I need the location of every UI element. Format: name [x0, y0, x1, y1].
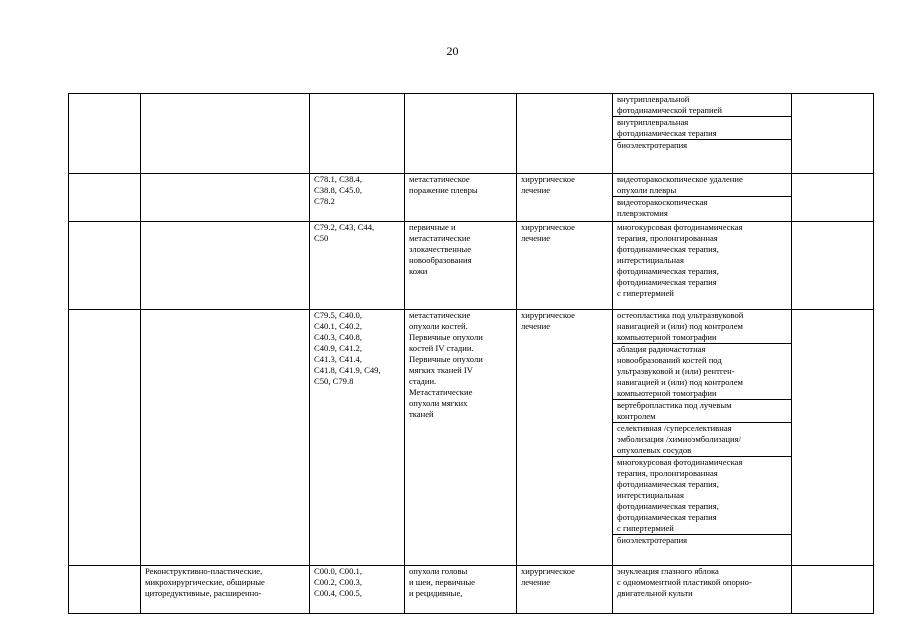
treatment-methods-cell [613, 174, 792, 222]
disease-model-cell [405, 566, 517, 614]
group-cell [141, 174, 310, 222]
group-cell-text: Реконструктивно-пластические, микрохирургические, обширные циторедуктивные, расширенно- [145, 566, 265, 598]
icd-codes-cell-text: C79.2, C43, C44, C50 [314, 222, 375, 243]
disease-model-cell [405, 174, 517, 222]
treatment-type-cell-text: хирургическое лечение [521, 310, 575, 331]
treatment-methods-cell [613, 310, 792, 566]
cost-cell [792, 310, 874, 566]
disease-model-cell-text: метастатические опухоли костей. Первичные опухоли костей IV стадии. Первичные опухоли мягких тканей IV стадии. Метастатические опухоли мягких тканей [409, 310, 483, 419]
treatment-method: аблация радиочастотная новообразований костей под ультразвуковой и (или) рентген- навигацией и (или) под контролем компьютерной томографии [613, 343, 791, 399]
table-row [69, 222, 874, 310]
icd-codes-cell-text: C00.0, C00.1, C00.2, C00.3, C00.4, C00.5, [314, 566, 362, 598]
group-cell [141, 310, 310, 566]
icd-codes-cell [310, 174, 405, 222]
cost-cell [792, 222, 874, 310]
treatment-methods-cell [613, 94, 792, 174]
treatment-type-cell [517, 222, 613, 310]
treatment-methods-cell [613, 222, 792, 310]
treatment-method: многокурсовая фотодинамическая терапия, пролонгированная фотодинамическая терапия, интерстициальная фотодинамическая терапия, фотодинамическая терапия с гипертермией [613, 456, 791, 534]
treatment-method: биоэлектротерапия [613, 139, 791, 151]
treatment-type-cell-text: хирургическое лечение [521, 174, 575, 195]
treatment-method: вертебропластика под лучевым контролем [613, 399, 791, 422]
treatment-method: энуклеация глазного яблока с одномоментной пластикой опорно- двигательной культи [617, 566, 752, 598]
treatment-method: остеопластика под ультразвуковой навигацией и (или) под контролем компьютерной томографии [617, 310, 744, 342]
treatment-methods-cell [613, 566, 792, 614]
cost-cell [792, 174, 874, 222]
group-cell [141, 94, 310, 174]
number-cell [69, 94, 141, 174]
group-cell [141, 566, 310, 614]
treatment-method: внутриплевральная фотодинамическая терапия [613, 116, 791, 139]
treatment-method: видеоторакоскопическое удаление опухоли плевры [617, 174, 743, 195]
treatment-method: видеоторакоскопическая плеврэктомия [613, 196, 791, 219]
medical-care-table [68, 93, 874, 614]
treatment-method: селективная /суперселективная эмболизация /химиоэмболизация/ опухолевых сосудов [613, 422, 791, 456]
disease-model-cell [405, 222, 517, 310]
group-cell [141, 222, 310, 310]
number-cell [69, 174, 141, 222]
treatment-method: внутриплевральной фотодинамической терапией [617, 94, 722, 115]
disease-model-cell-text: опухоли головы и шеи, первичные и рецидивные, [409, 566, 475, 598]
disease-model-cell-text: первичные и метастатические злокачественные новообразования кожи [409, 222, 472, 276]
number-cell [69, 566, 141, 614]
disease-model-cell [405, 310, 517, 566]
treatment-method: многокурсовая фотодинамическая терапия, пролонгированная фотодинамическая терапия, интерстициальная фотодинамическая терапия, фотодинамическая терапия с гипертермией [617, 222, 743, 298]
table-row [69, 94, 874, 174]
icd-codes-cell [310, 566, 405, 614]
treatment-type-cell [517, 174, 613, 222]
number-cell [69, 222, 141, 310]
cost-cell [792, 94, 874, 174]
icd-codes-cell [310, 222, 405, 310]
icd-codes-cell [310, 94, 405, 174]
icd-codes-cell [310, 310, 405, 566]
treatment-type-cell [517, 94, 613, 174]
icd-codes-cell-text: C79.5, C40.0, C40.1, C40.2, C40.3, C40.8, C40.9, C41.2, C41.3, C41.4, C41.8, C41.9, C49, C50, C79.8 [314, 310, 381, 386]
table-row [69, 310, 874, 566]
disease-model-cell-text: метастатическое поражение плевры [409, 174, 478, 195]
page-number: 20 [446, 44, 459, 58]
treatment-type-cell [517, 566, 613, 614]
table-row [69, 566, 874, 614]
number-cell [69, 310, 141, 566]
treatment-type-cell-text: хирургическое лечение [521, 222, 575, 243]
treatment-type-cell-text: хирургическое лечение [521, 566, 575, 587]
treatment-type-cell [517, 310, 613, 566]
table-row [69, 174, 874, 222]
treatment-method: биоэлектротерапия [613, 534, 791, 546]
disease-model-cell [405, 94, 517, 174]
cost-cell [792, 566, 874, 614]
icd-codes-cell-text: C78.1, C38.4, C38.8, C45.0, C78.2 [314, 174, 362, 206]
